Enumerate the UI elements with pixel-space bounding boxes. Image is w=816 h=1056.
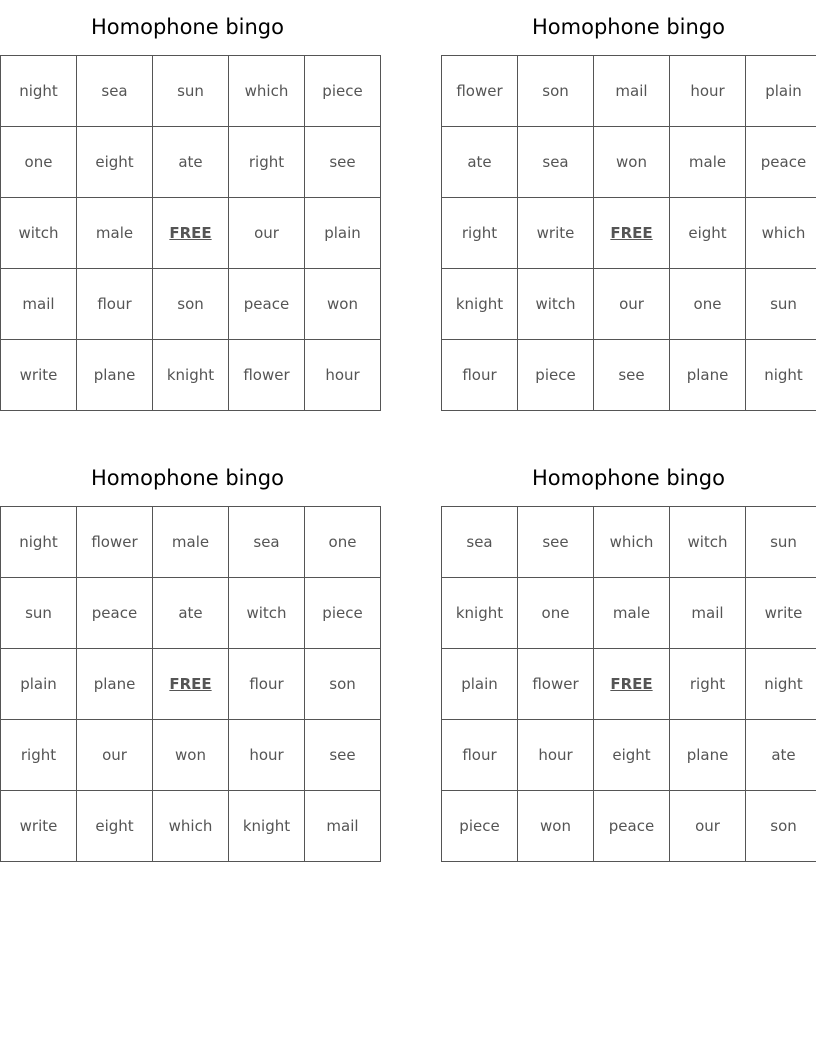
word-cell: write (1, 791, 77, 862)
word-cell: male (670, 127, 746, 198)
word-cell: right (229, 127, 305, 198)
grid-row (1, 198, 381, 269)
word-cell: write (1, 340, 77, 411)
card-title: Homophone bingo (532, 15, 725, 39)
word-cell: ate (442, 127, 518, 198)
grid-row (442, 720, 816, 791)
grid-row (1, 340, 381, 411)
word-cell: sea (77, 56, 153, 127)
bingo-grid (0, 506, 381, 862)
word-cell: plane (670, 340, 746, 411)
word-cell: which (229, 56, 305, 127)
word-cell: one (518, 578, 594, 649)
grid-row (442, 649, 816, 720)
word-cell: plane (77, 649, 153, 720)
word-cell: sun (153, 56, 229, 127)
word-cell: night (746, 340, 816, 411)
bingo-grid (441, 55, 816, 411)
word-cell: knight (229, 791, 305, 862)
word-cell: eight (77, 127, 153, 198)
word-cell: plain (442, 649, 518, 720)
word-cell: see (594, 340, 670, 411)
word-cell: plain (1, 649, 77, 720)
word-cell: knight (442, 269, 518, 340)
word-cell: flour (77, 269, 153, 340)
word-cell: sea (518, 127, 594, 198)
grid-row (1, 791, 381, 862)
grid-row (1, 507, 381, 578)
word-cell: eight (77, 791, 153, 862)
grid-row (1, 649, 381, 720)
word-cell: hour (518, 720, 594, 791)
word-cell: right (1, 720, 77, 791)
word-cell: which (153, 791, 229, 862)
word-cell: one (670, 269, 746, 340)
free-cell: FREE (594, 198, 670, 269)
grid-row (1, 720, 381, 791)
word-cell: piece (518, 340, 594, 411)
word-cell: witch (1, 198, 77, 269)
grid-row (442, 198, 816, 269)
word-cell: flower (518, 649, 594, 720)
grid-row (442, 791, 816, 862)
word-cell: night (1, 507, 77, 578)
word-cell: won (594, 127, 670, 198)
word-cell: peace (77, 578, 153, 649)
word-cell: son (746, 791, 816, 862)
word-cell: eight (670, 198, 746, 269)
word-cell: male (153, 507, 229, 578)
word-cell: flower (77, 507, 153, 578)
word-cell: male (77, 198, 153, 269)
word-cell: our (77, 720, 153, 791)
word-cell: write (518, 198, 594, 269)
word-cell: flour (442, 340, 518, 411)
grid-row (442, 127, 816, 198)
word-cell: see (305, 720, 381, 791)
word-cell: right (670, 649, 746, 720)
word-cell: piece (305, 56, 381, 127)
word-cell: one (305, 507, 381, 578)
word-cell: knight (153, 340, 229, 411)
word-cell: which (594, 507, 670, 578)
word-cell: peace (746, 127, 816, 198)
word-cell: sea (229, 507, 305, 578)
word-cell: one (1, 127, 77, 198)
word-cell: ate (153, 578, 229, 649)
grid-row (442, 578, 816, 649)
word-cell: write (746, 578, 816, 649)
word-cell: witch (670, 507, 746, 578)
word-cell: witch (229, 578, 305, 649)
word-cell: sun (746, 269, 816, 340)
grid-row (1, 269, 381, 340)
word-cell: won (518, 791, 594, 862)
word-cell: ate (746, 720, 816, 791)
word-cell: hour (229, 720, 305, 791)
word-cell: won (305, 269, 381, 340)
word-cell: piece (305, 578, 381, 649)
grid-row (1, 56, 381, 127)
word-cell: piece (442, 791, 518, 862)
free-cell: FREE (594, 649, 670, 720)
grid-row (1, 578, 381, 649)
word-cell: night (746, 649, 816, 720)
word-cell: hour (305, 340, 381, 411)
grid-row (1, 127, 381, 198)
word-cell: our (229, 198, 305, 269)
grid-row (442, 340, 816, 411)
word-cell: mail (305, 791, 381, 862)
word-cell: male (594, 578, 670, 649)
word-cell: our (594, 269, 670, 340)
word-cell: eight (594, 720, 670, 791)
word-cell: ate (153, 127, 229, 198)
bingo-grid (0, 55, 381, 411)
word-cell: son (518, 56, 594, 127)
card-title: Homophone bingo (91, 466, 284, 490)
word-cell: sea (442, 507, 518, 578)
grid-row (442, 507, 816, 578)
word-cell: flower (442, 56, 518, 127)
word-cell: night (1, 56, 77, 127)
card-title: Homophone bingo (532, 466, 725, 490)
word-cell: plain (746, 56, 816, 127)
word-cell: witch (518, 269, 594, 340)
word-cell: son (153, 269, 229, 340)
word-cell: mail (670, 578, 746, 649)
grid-row (442, 269, 816, 340)
word-cell: mail (594, 56, 670, 127)
word-cell: right (442, 198, 518, 269)
word-cell: son (305, 649, 381, 720)
word-cell: plain (305, 198, 381, 269)
word-cell: which (746, 198, 816, 269)
word-cell: hour (670, 56, 746, 127)
word-cell: flour (442, 720, 518, 791)
free-cell: FREE (153, 198, 229, 269)
word-cell: our (670, 791, 746, 862)
card-title: Homophone bingo (91, 15, 284, 39)
word-cell: peace (229, 269, 305, 340)
word-cell: flower (229, 340, 305, 411)
bingo-grid (441, 506, 816, 862)
free-cell: FREE (153, 649, 229, 720)
word-cell: won (153, 720, 229, 791)
word-cell: plane (670, 720, 746, 791)
word-cell: sun (1, 578, 77, 649)
word-cell: plane (77, 340, 153, 411)
word-cell: mail (1, 269, 77, 340)
word-cell: knight (442, 578, 518, 649)
word-cell: flour (229, 649, 305, 720)
word-cell: see (518, 507, 594, 578)
grid-row (442, 56, 816, 127)
word-cell: see (305, 127, 381, 198)
word-cell: sun (746, 507, 816, 578)
word-cell: peace (594, 791, 670, 862)
